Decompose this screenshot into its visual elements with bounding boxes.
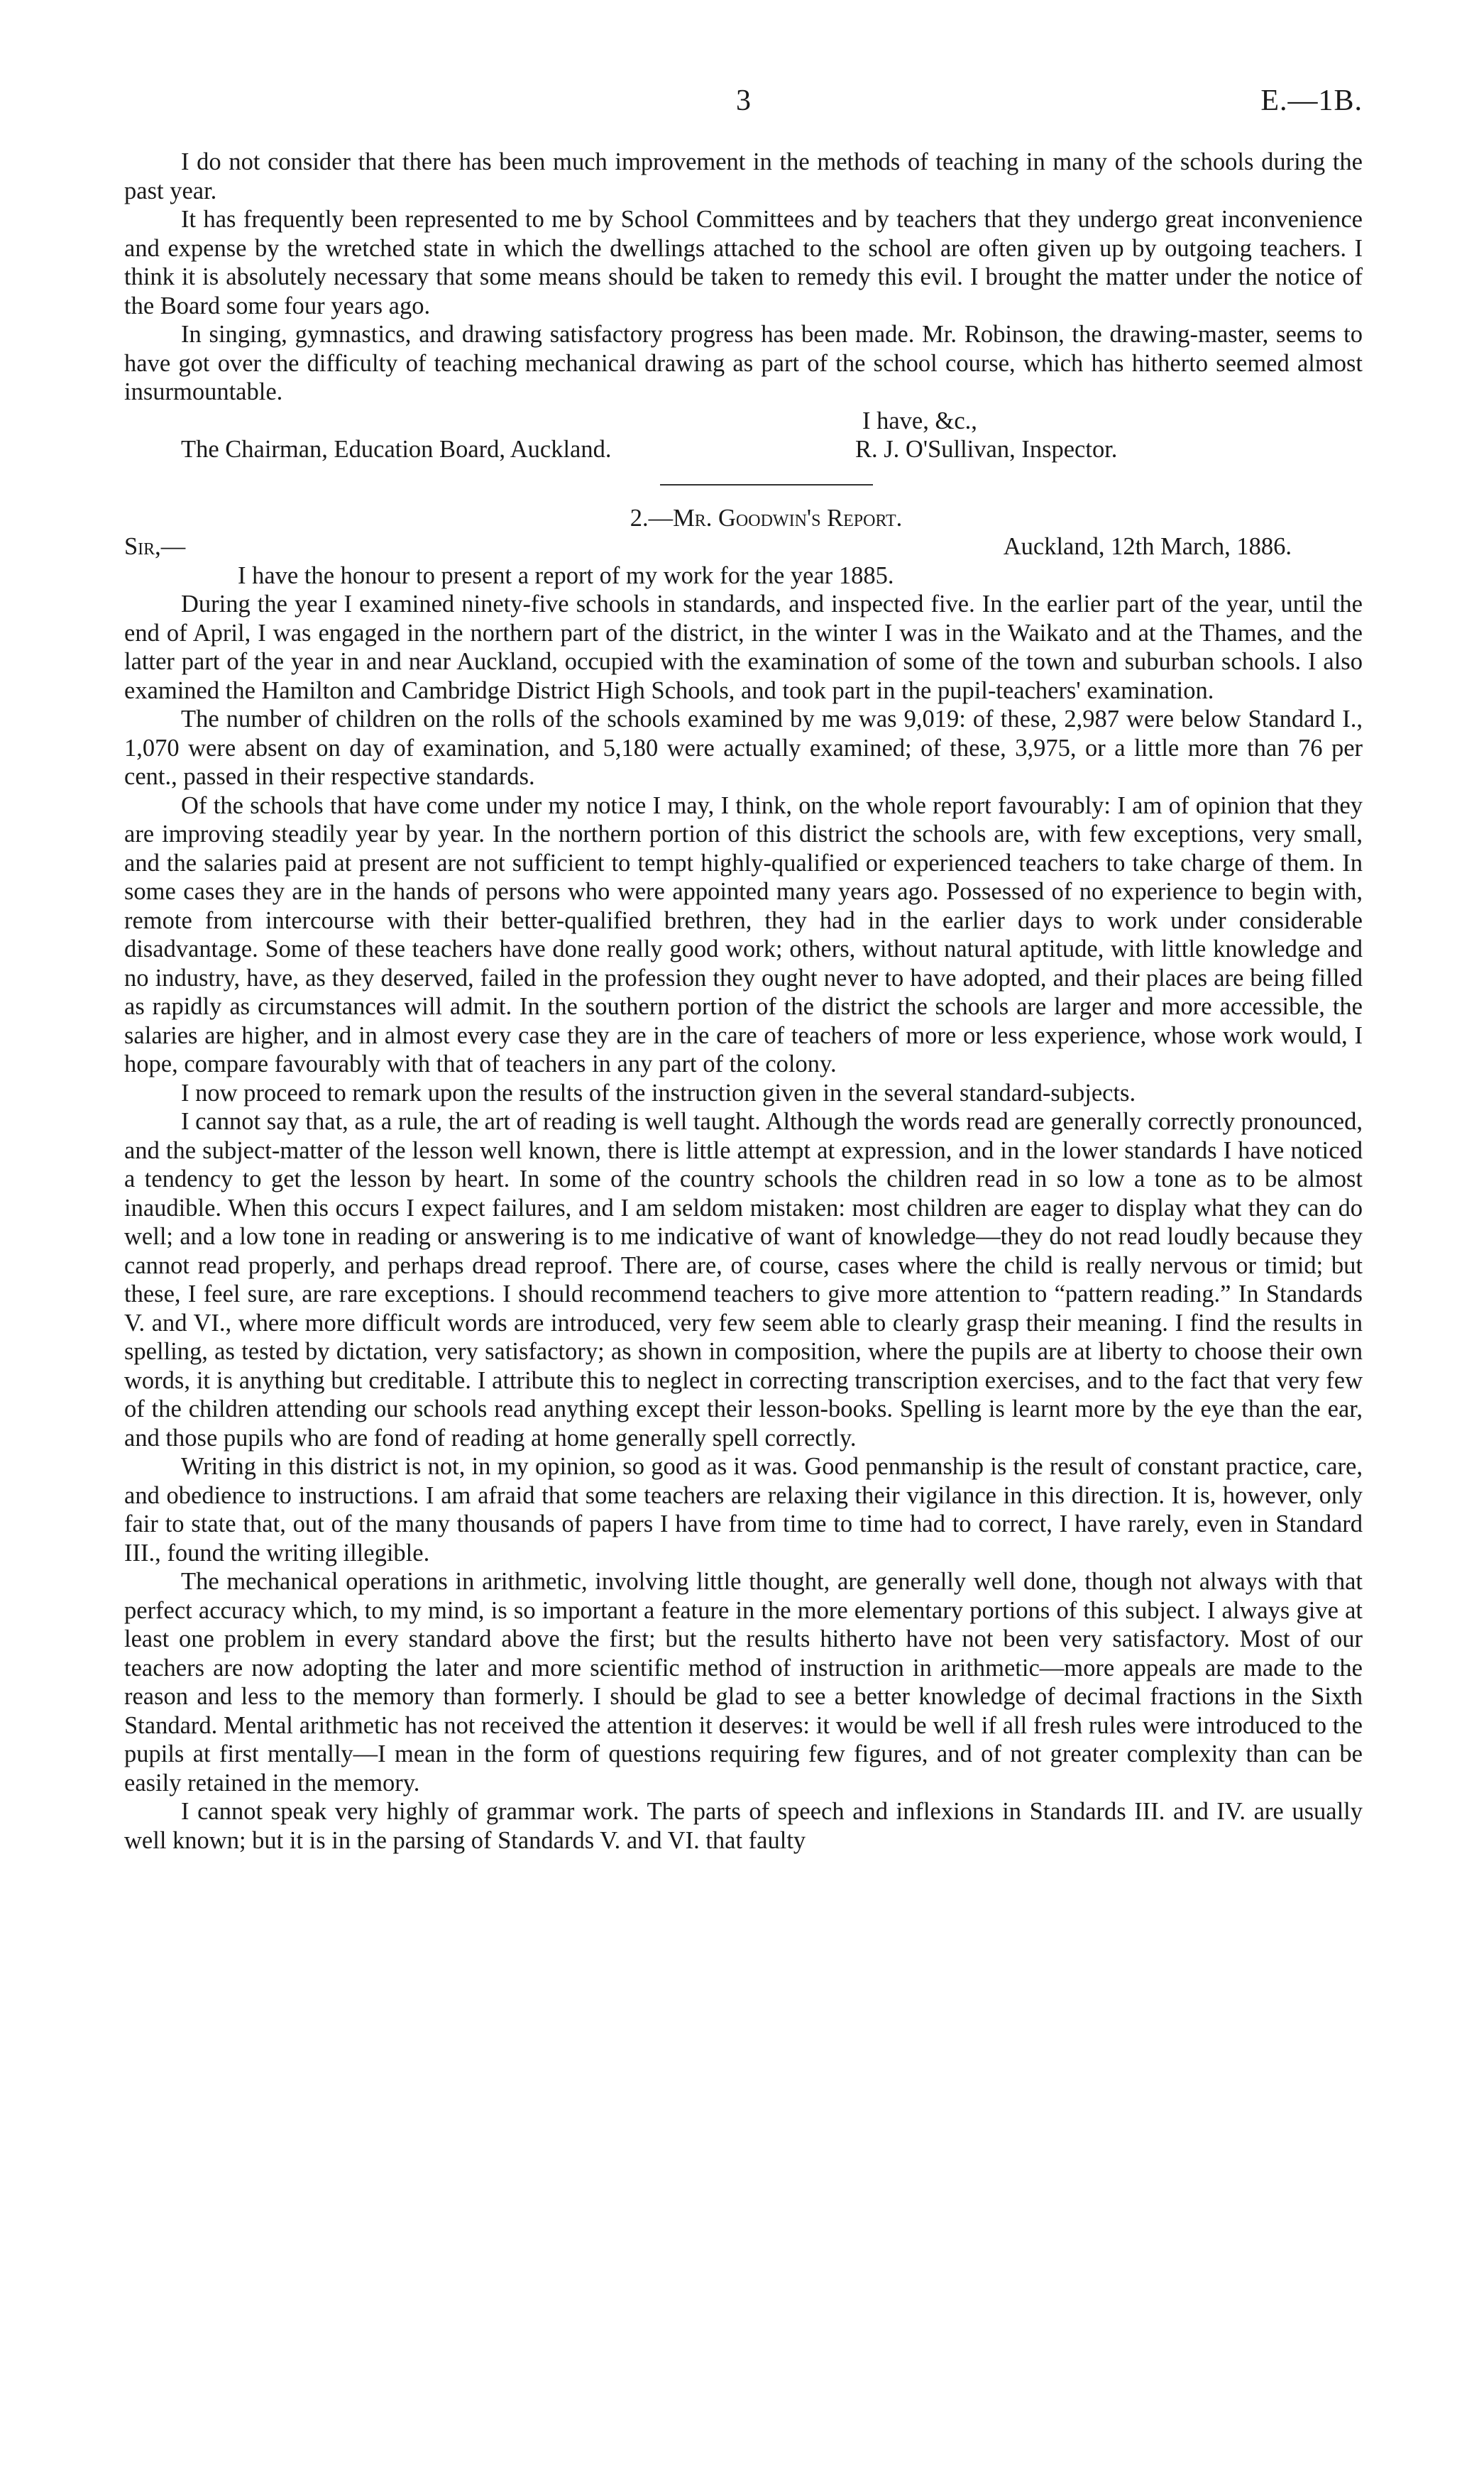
salutation-line bbox=[124, 532, 1363, 561]
signature: R. J. O'Sullivan, Inspector. bbox=[855, 436, 1118, 463]
salutation: Sir,— bbox=[124, 533, 186, 560]
paragraph: I cannot speak very highly of grammar work. The parts of speech and inflexions in Standards III. and IV. are usually well known; but it is in the parsing of Standards V. and VI. that faulty bbox=[124, 1798, 1363, 1854]
paragraph: I cannot say that, as a rule, the art of reading is well taught. Although the words read are generally correctly pronounced, and the subject-matter of the lesson well known, there is little attempt at expression, and in the lower standards I have noticed a tendency to get the lesson by heart. In some of the country schools the children read in so low a tone as to be almost inaudible. When this occurs I expect failures, and I am seldom mistaken: most children are eager to display what they can do well; and a low tone in reading or answering is to me indicative of want of knowledge—they do not read loudly because they cannot read properly, and perhaps dread reproof. There are, of course, cases where the child is really nervous or timid; but these, I feel sure, are rare exceptions. I should recommend teachers to give more attention to “pattern reading.” In Standards V. and VI., where more difficult words are introduced, very few seem able to clearly grasp their meaning. I find the results in spelling, as tested by dictation, very satisfactory; as shown in composition, where the pupils are at liberty to choose their own words, it is anything but creditable. I attribute this to neglect in correcting transcription exercises, and to the fact that very few of the children attending our schools read anything except their lesson-books. Spelling is learnt more by the eye than the ear, and those pupils who are fond of reading at home generally spell correctly. bbox=[124, 1108, 1363, 1452]
paragraph: The number of children on the rolls of the schools examined by me was 9,019: of these, 2,987 were below Standard I., 1,070 were absent on day of examination, and 5,180 were actually examined; of these, 3,975, or a little more than 76 per cent., passed in their respective standards. bbox=[124, 706, 1363, 790]
page-number: 3 bbox=[736, 84, 751, 117]
paragraph: Writing in this district is not, in my opinion, so good as it was. Good penmanship is the result of constant practice, care, and obedience to instructions. I am afraid that some teachers are relaxing their vigilance in this direction. It is, however, only fair to state that, out of the many thousands of papers I have from time to time had to correct, I have rarely, even in Standard III., found the writing illegible. bbox=[124, 1453, 1363, 1567]
closing-formula: I have, &c., bbox=[862, 407, 977, 434]
paragraph: During the year I examined ninety-five schools in standards, and inspected five. In the earlier part of the year, until the end of April, I was engaged in the northern part of the district, in the winter I was in the Waikato and at the Thames, and the latter part of the year in and near Auckland, occupied with the examination of some of the town and suburban schools. I also examined the Hamilton and Cambridge District High Schools, and took part in the pupil-teachers' examination. bbox=[124, 591, 1363, 704]
signature-line bbox=[124, 435, 1363, 464]
section-title: 2.—Mr. Goodwin's Report. bbox=[630, 504, 903, 532]
paragraph: I do not consider that there has been much improvement in the methods of teaching in many of the schools during the past year. bbox=[124, 148, 1363, 204]
paragraph: The mechanical operations in arithmetic, involving little thought, are generally well done, though not always with that perfect accuracy which, to my mind, is so important a feature in the more elementary portions of this subject. I always give at least one problem in every standard above the first; but the results hitherto have not been very satisfactory. Most of our teachers are now adopting the later and more scientific method of instruction in arithmetic—more appeals are made to the reason and less to the memory than formerly. I should be glad to see a better knowledge of decimal fractions in the Sixth Standard. Mental arithmetic has not received the attention it deserves: it would be well if all fresh rules were introduced to the pupils at first mentally—I mean in the form of questions requiring few figures, and of not greater complexity than can be easily retained in the memory. bbox=[124, 1568, 1363, 1797]
paragraph: I have the honour to present a report of my work for the year 1885. bbox=[238, 561, 894, 589]
paragraph: I now proceed to remark upon the results of the instruction given in the several standard-subjects. bbox=[181, 1079, 1136, 1107]
addressee: The Chairman, Education Board, Auckland. bbox=[181, 436, 612, 463]
dateline: Auckland, 12th March, 1886. bbox=[1003, 533, 1292, 560]
paragraph: Of the schools that have come under my notice I may, I think, on the whole report favourably: I am of opinion that they are improving steadily year by year. In the northern portion of this district the schools are, with few exceptions, very small, and the salaries paid at present are not sufficient to tempt highly-qualified or experienced teachers to take charge of them. In some cases they are in the hands of persons who were appointed many years ago. Possessed of no experience to begin with, remote from intercourse with their better-qualified brethren, they had in the earlier days to work under considerable disadvantage. Some of these teachers have done really good work; others, without natural aptitude, with little knowledge and no industry, have, as they deserved, failed in the profession they ought never to have adopted, and their places are being filled as rapidly as circumstances will admit. In the southern portion of the district the schools are larger and more accessible, the salaries are higher, and in almost every case they are in the care of teachers of more or less experience, whose work would, I hope, compare favourably with that of teachers in any part of the colony. bbox=[124, 791, 1363, 1077]
section-divider bbox=[660, 484, 873, 486]
page-header bbox=[124, 84, 1363, 126]
paragraph: It has frequently been represented to me by School Committees and by teachers that they undergo great inconvenience and expense by the wretched state in which the dwellings attached to the school are often given up by outgoing teachers. I think it is absolutely necessary that some means should be taken to remedy this evil. I brought the matter under the notice of the Board some four years ago. bbox=[124, 206, 1363, 319]
report-body bbox=[124, 148, 1363, 1855]
paragraph: In singing, gymnastics, and drawing satisfactory progress has been made. Mr. Robinson, the drawing-master, seems to have got over the difficulty of teaching mechanical drawing as part of the school course, which has hitherto seemed almost insurmountable. bbox=[124, 321, 1363, 405]
document-reference: E.—1B. bbox=[1260, 84, 1363, 117]
